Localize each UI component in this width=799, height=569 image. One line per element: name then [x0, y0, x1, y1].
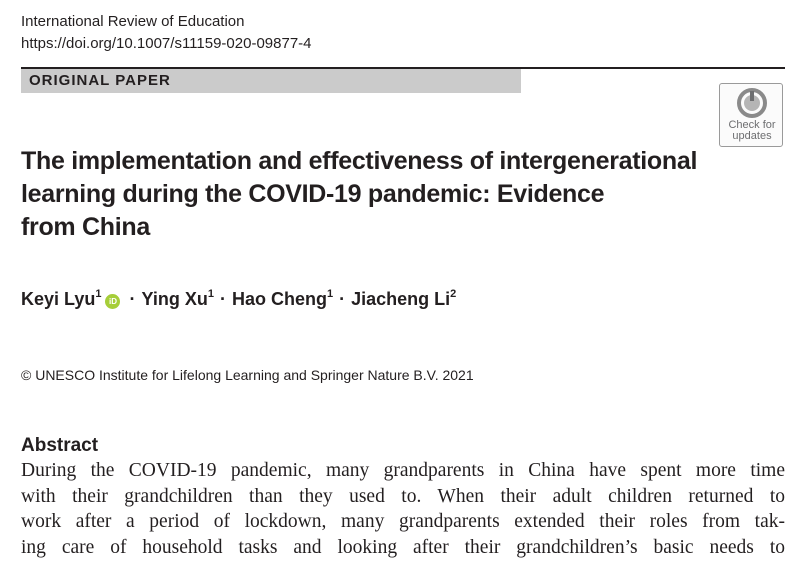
author-affiliation: 1 — [207, 288, 214, 300]
paper-title-line: learning during the COVID-19 pandemic: Evidence — [21, 180, 605, 208]
crossmark-label-line2: updates — [732, 130, 772, 142]
paper-type-bar — [21, 69, 521, 93]
author-separator: · — [219, 289, 226, 309]
author-separator: · — [339, 289, 346, 309]
author-separator: · — [129, 289, 136, 309]
journal-name: International Review of Education — [21, 13, 245, 30]
paper-type-label: ORIGINAL PAPER — [29, 72, 171, 89]
author-affiliation: 2 — [450, 288, 457, 300]
abstract-heading: Abstract — [21, 435, 99, 456]
author-affiliation: 1 — [326, 288, 334, 300]
author-name[interactable]: Keyi Lyu — [21, 289, 96, 309]
author-name[interactable]: Jiacheng Li — [351, 289, 451, 309]
author-list — [21, 282, 456, 312]
abstract-text-line: During the COVID-19 pandemic, many grandparents in China have spent more time — [21, 460, 785, 481]
copyright-notice: © UNESCO Institute for Lifelong Learning and Springer Nature B.V. 2021 — [21, 367, 474, 383]
abstract-text-line: work after a period of lockdown, many grandparents extended their roles from tak- — [21, 511, 785, 532]
author-affiliation: 1 — [95, 288, 102, 300]
abstract-text-line: with their grandchildren than they used to. When their adult children returned to — [21, 486, 785, 507]
author-name[interactable]: Hao Cheng — [231, 289, 327, 309]
paper-title-line: from China — [21, 213, 150, 241]
author-name[interactable]: Ying Xu — [141, 289, 208, 309]
paper-title-line: The implementation and effectiveness of intergenerational — [21, 147, 698, 175]
crossmark-icon — [737, 88, 767, 118]
doi-link[interactable]: https://doi.org/10.1007/s11159-020-09877-4 — [21, 35, 312, 52]
abstract-text-line: ing care of household tasks and looking after their grandchildren’s basic needs to — [21, 537, 785, 558]
crossmark-label-line1: Check for — [728, 119, 776, 131]
orcid-icon[interactable]: iD — [105, 294, 120, 309]
check-for-updates-button[interactable] — [719, 83, 783, 147]
